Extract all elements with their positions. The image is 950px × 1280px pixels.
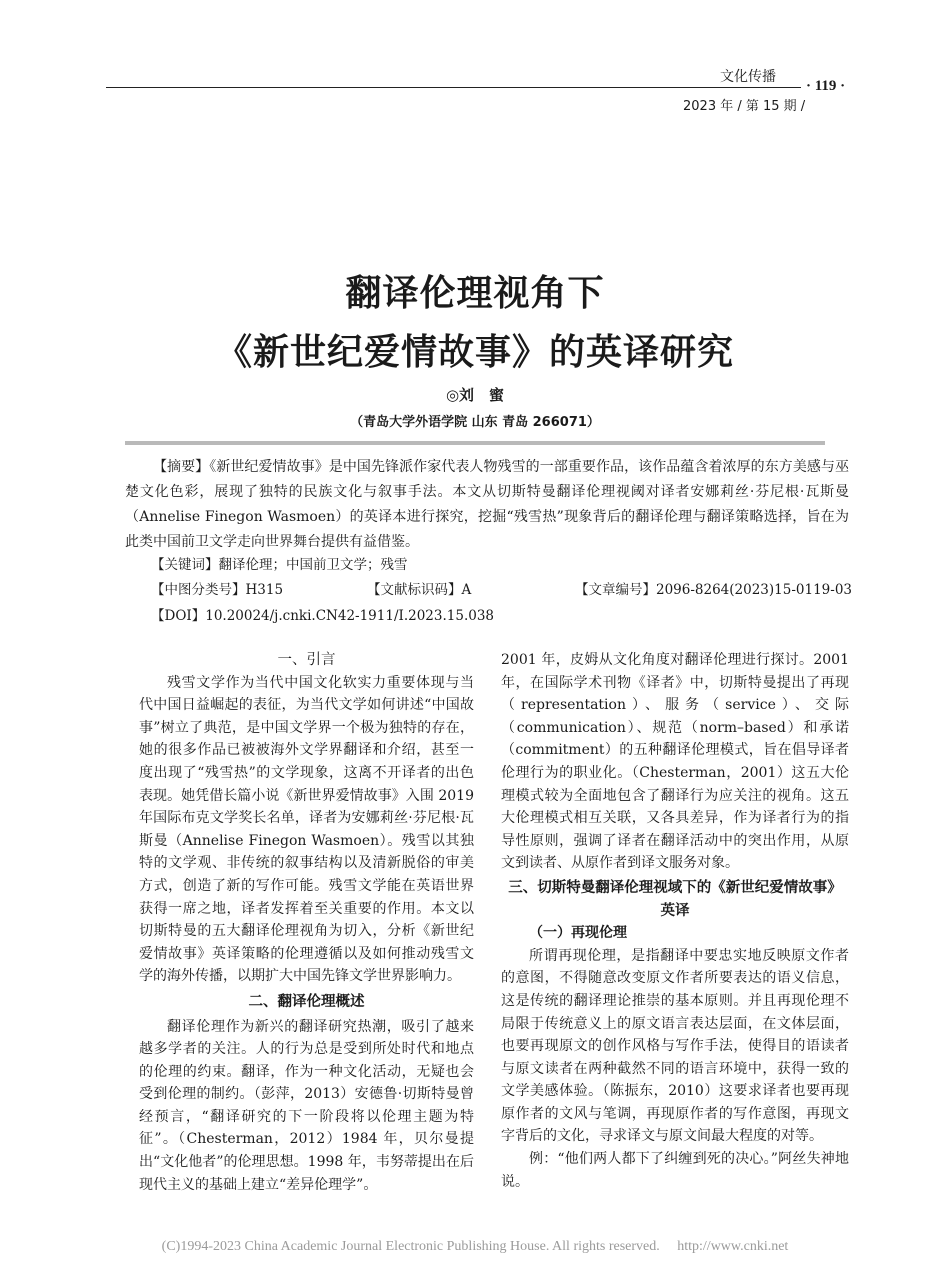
paragraph-continued: 2001 年，皮姆从文化角度对翻译伦理进行探讨。2001 年，在国际学术刊物《译者》中，切斯特曼提出了再现（representation）、服务（service）、交际（communication）、规范（norm–based）和承诺（commitment）的五种翻译伦理模式，旨在倡导译者伦理行为的职业化。（Chesterman，2001）这五大伦理模式较为全面地包含了翻译行为应关注的视角。这五大伦理模式相互关联，又各具差异，作为译者行为的指导性原则，强调了译者在翻译活动中的突出作用，从原文到读者、从原作者到译文服务对象。 xyxy=(501,652,849,872)
page-number: · 119 · xyxy=(806,78,846,94)
article-number: 【文章编号】2096-8264(2023)15-0119-03 xyxy=(575,582,853,598)
section-heading-3-line1: 三、切斯特曼翻译伦理视域下的《新世纪爱情故事》 xyxy=(508,879,842,896)
doi: 【DOI】10.20024/j.cnki.CN42-1911/I.2023.15.038 xyxy=(151,608,495,624)
issue-info: 2023 年 / 第 15 期 / xyxy=(683,99,806,114)
subsection-heading-representation: （一）再现伦理 xyxy=(529,925,627,942)
section-heading-intro: 一、引言 xyxy=(277,652,336,668)
copyright-footer: (C)1994-2023 China Academic Journal Electronic Publishing House. All rights reserved. http://www.cnki.net xyxy=(161,1239,789,1254)
affiliation: （青岛大学外语学院 山东 青岛 266071） xyxy=(350,415,600,430)
title-divider xyxy=(125,441,825,445)
paragraph-intro: 残雪文学作为当代中国文化软实力重要体现与当代中国日益崛起的表征，为当代文学如何讲述“中国故事”树立了典范，是中国文学界一个极为独特的存在，她的很多作品已被被海外文学界翻译和介绍，甚至一度出现了“残雪热”的文学现象，这离不开译者的出色表现。她凭借长篇小说《新世界爱情故事》入围 2019 年国际布克文学奖长名单，译者为安娜莉丝·芬尼根·瓦斯曼（Annelise Finegon Wasmoen）。残雪以其独特的文学观、非传统的叙事结构以及清新脱俗的审美方式，创造了新的写作可能。残雪文学能在英语世界获得一席之地，译者发挥着至关重要的作用。本文以切斯特曼的五大翻译伦理视角为切入，分析《新世纪爱情故事》英译策略的伦理遵循以及如何推动残雪文学的海外传播，以期扩大中国先锋文学世界影响力。 xyxy=(139,674,474,985)
author: ◎刘 蜜 xyxy=(445,386,505,404)
paragraph-example: 例：“他们两人都下了纠缠到死的决心。”阿丝失神地说。 xyxy=(501,1151,849,1190)
clc-number: 【中图分类号】H315 xyxy=(151,582,284,598)
keywords: 【关键词】翻译伦理；中国前卫文学；残雪 xyxy=(151,557,408,573)
right-column xyxy=(501,649,849,1193)
paragraph-overview: 翻译伦理作为新兴的翻译研究热潮，吸引了越来越多学者的关注。人的行为总是受到所处时代和地点的伦理的约束。翻译，作为一种文化活动，无疑也会受到伦理的制约。（彭萍，2013）安德鲁·切斯特曼曾经预言，“翻译研究的下一阶段将以伦理主题为特征”。（Chesterman，2012）1984 年，贝尔曼提出“文化他者”的伦理思想。1998 年，韦努蒂提出在后现代主义的基础上建立“差异伦理学”。 xyxy=(139,1018,474,1193)
left-column xyxy=(139,649,474,1196)
section-heading-3-line2: 英译 xyxy=(660,902,690,919)
header-rule xyxy=(106,87,801,88)
article-title-line1: 翻译伦理视角下 xyxy=(345,273,605,314)
document-code: 【文献标识码】A xyxy=(367,582,472,598)
journal-section: 文化传播 xyxy=(720,69,776,85)
paragraph-representation: 所谓再现伦理，是指翻译中要忠实地反映原文作者的意图，不得随意改变原文作者所要表达的语义信息，这是传统的翻译理论推崇的基本原则。并且再现伦理不局限于传统意义上的原文语言表达层面，在文体层面，也要再现原文的创作风格与写作手法，使得目的语读者与原文读者在两种截然不同的语言环境中，获得一致的文学美感体验。（陈振东，2010）这要求译者也要再现原作者的文风与笔调，再现原作者的写作意图，再现文字背后的文化，寻求译文与原文间最大程度的对等。 xyxy=(501,947,849,1145)
article-title-line2: 《新世纪爱情故事》的英译研究 xyxy=(215,332,734,373)
section-heading-overview: 二、翻译伦理概述 xyxy=(248,993,365,1010)
abstract: 【摘要】《新世纪爱情故事》是中国先锋派作家代表人物残雪的一部重要作品，该作品蕴含着浓厚的东方美感与巫楚文化色彩，展现了独特的民族文化与叙事手法。本文从切斯特曼翻译伦理视阈对译者安娜莉丝·芬尼根·瓦斯曼（Annelise Finegon Wasmoen）的英译本进行探究，挖掘“残雪热”现象背后的翻译伦理与翻译策略选择，旨在为此类中国前卫文学走向世界舞台提供有益借鉴。 xyxy=(125,459,849,550)
